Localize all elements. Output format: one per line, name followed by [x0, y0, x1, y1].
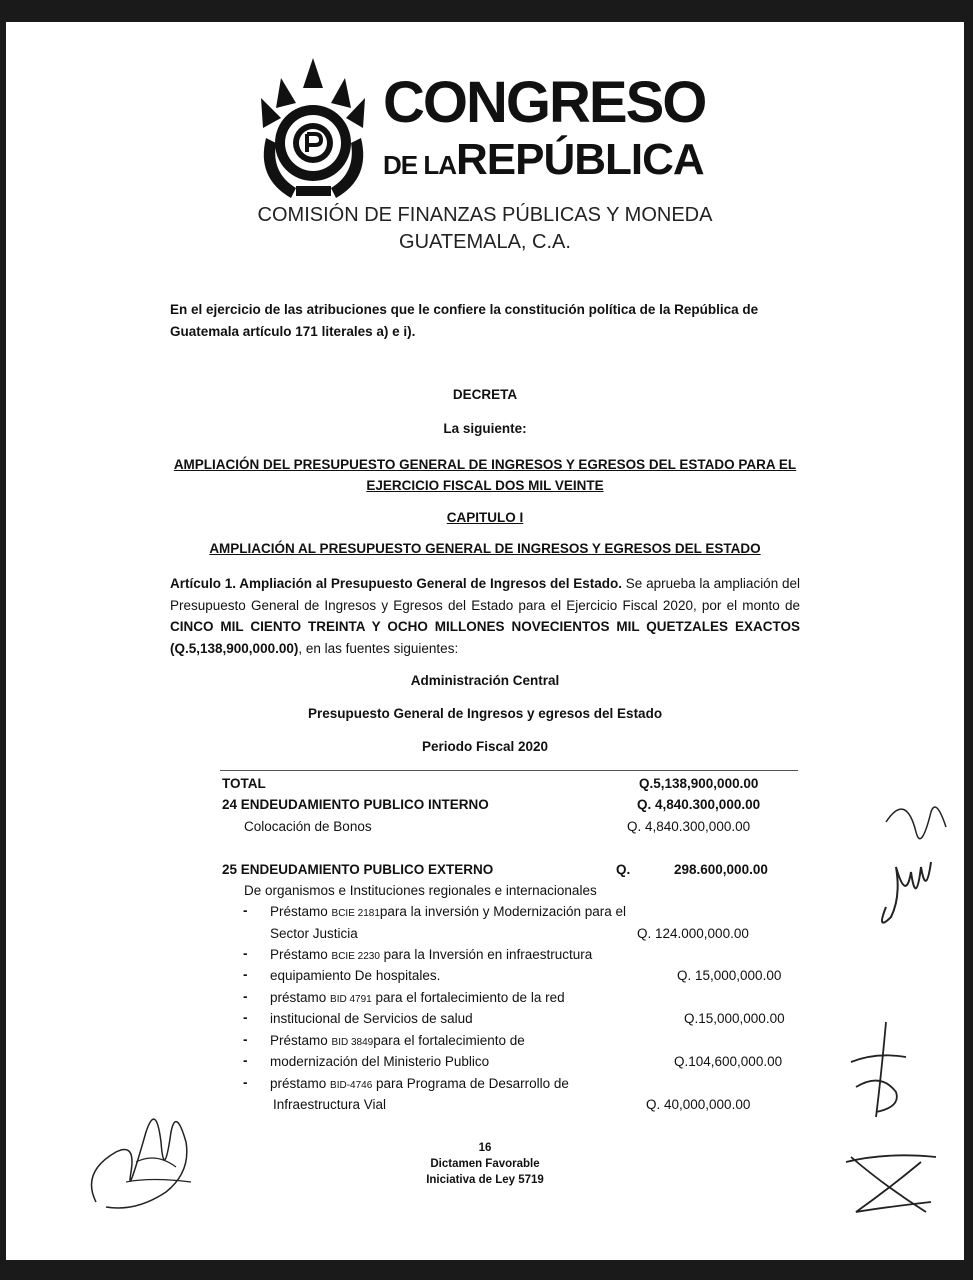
total-label: TOTAL — [222, 776, 266, 791]
footer-line1: Dictamen Favorable — [430, 1158, 540, 1170]
loan-2-amount: Q. 15,000,000.00 — [677, 968, 782, 983]
logo-line1: CONGRESO — [383, 70, 706, 135]
row-25-amount: 298.600,000.00 — [674, 862, 768, 877]
loan-1-pre: Préstamo — [270, 904, 332, 919]
subheading-budget: Presupuesto General de Ingresos y egresos del Estado — [307, 706, 663, 721]
loan-1-line2: Sector Justicia — [270, 926, 358, 941]
loan-4-amount: Q.104,600,000.00 — [674, 1054, 783, 1069]
signature-right-3-icon — [836, 1017, 916, 1127]
loan-3-line2: institucional de Servicios de salud — [270, 1011, 473, 1026]
bullet-dash: - — [243, 967, 248, 982]
subheading-admin: Administración Central — [410, 673, 560, 688]
footer-line2: Iniciativa de Ley 5719 — [426, 1174, 544, 1186]
decreta-heading: DECRETA — [452, 387, 518, 402]
decree-title-line1: AMPLIACIÓN DEL PRESUPUESTO GENERAL DE INGRESOS Y EGRESOS DEL ESTADO PARA EL — [173, 457, 797, 472]
loan-4-pre: Préstamo — [270, 1033, 332, 1048]
row-25-q: Q. — [616, 862, 631, 877]
logo-line2-big: REPÚBLICA — [456, 135, 704, 184]
loan-3-pre: préstamo — [270, 990, 331, 1005]
chapter-title: AMPLIACIÓN AL PRESUPUESTO GENERAL DE INGRESOS Y EGRESOS DEL ESTADO — [209, 541, 761, 556]
row-24-amount: Q. 4,840.300,000.00 — [637, 797, 761, 812]
bullet-dash: - — [243, 1010, 248, 1025]
bullet-dash: - — [243, 1053, 248, 1068]
loan-1-amount: Q. 124.000,000.00 — [637, 926, 749, 941]
loan-5-line2: Infraestructura Vial — [273, 1097, 387, 1112]
congress-seal-icon — [251, 48, 376, 213]
loan-3-code: BID 4791 — [330, 994, 372, 1005]
loan-3-line1 — [270, 988, 565, 1010]
siguiente-label: La siguiente: — [443, 421, 527, 436]
page-number: 16 — [478, 1142, 492, 1154]
loan-4-line1 — [270, 1031, 525, 1053]
loan-5-line1 — [270, 1074, 569, 1096]
signature-left-icon — [76, 1072, 216, 1222]
loan-4-code: BID 3849 — [331, 1037, 374, 1048]
logo-line2 — [383, 135, 704, 184]
document-page — [6, 22, 964, 1260]
row-24-label: 24 ENDEUDAMIENTO PUBLICO INTERNO — [222, 797, 489, 812]
signature-right-4-icon — [836, 1142, 946, 1222]
organisms-label: De organismos e Instituciones regionales e internacionales — [244, 883, 597, 898]
total-amount: Q.5,138,900,000.00 — [639, 776, 759, 791]
article-heading: Artículo 1. Ampliación al Presupuesto General de Ingresos del Estado. — [170, 576, 623, 591]
loan-5-code: BID-4746 — [330, 1080, 373, 1091]
article-amount-words: CINCO MIL CIENTO TREINTA Y OCHO MILLONES NOVECIENTOS MIL QUETZALES EXACTOS (Q.5,138,900,000.00) — [170, 619, 800, 656]
loan-3-post: para el fortalecimiento de la red — [371, 990, 565, 1005]
loan-2-line2: equipamiento De hospitales. — [270, 968, 441, 983]
article-text1: Se aprueba la ampliación del Presupuesto General de Ingresos y Egresos del Estado para el Ejercicio Fiscal 2020, por el monto de — [170, 576, 800, 613]
decree-title-line2: EJERCICIO FISCAL DOS MIL VEINTE — [366, 478, 604, 493]
chapter-heading: CAPITULO I — [446, 510, 524, 525]
loan-1-line1 — [270, 902, 626, 924]
loan-2-pre: Préstamo — [270, 947, 332, 962]
commission-name: COMISIÓN DE FINANZAS PÚBLICAS Y MONEDA — [257, 204, 713, 226]
decree-title — [6, 454, 964, 496]
logo-line2-small: DE LA — [383, 150, 456, 180]
bullet-dash: - — [243, 903, 248, 918]
loan-5-amount: Q. 40,000,000.00 — [646, 1097, 751, 1112]
commission-header — [6, 202, 964, 256]
loan-1-code: BCIE 2181 — [331, 908, 380, 919]
loan-4-line2: modernización del Ministerio Publico — [270, 1054, 490, 1069]
bullet-dash: - — [243, 946, 248, 961]
loan-5-pre: préstamo — [270, 1076, 331, 1091]
bullet-dash: - — [243, 1032, 248, 1047]
loan-1-post: para la inversión y Modernización para el — [379, 904, 627, 919]
loan-4-post: para el fortalecimiento de — [373, 1033, 525, 1048]
bonos-amount: Q. 4,840.300,000.00 — [627, 819, 751, 834]
loan-2-line1 — [270, 945, 592, 967]
bullet-dash: - — [243, 1075, 248, 1090]
bullet-dash: - — [243, 989, 248, 1004]
table-divider — [220, 770, 798, 771]
intro-paragraph: En el ejercicio de las atribuciones que le confiere la constitución política de la República de Guatemala artículo 171 literales a) e i). — [170, 302, 759, 339]
article-1-paragraph — [170, 573, 800, 659]
loan-2-code: BCIE 2230 — [331, 951, 380, 962]
signature-right-2-icon — [871, 847, 941, 937]
row-25-label: 25 ENDEUDAMIENTO PUBLICO EXTERNO — [222, 862, 494, 877]
country-name: GUATEMALA, C.A. — [399, 231, 571, 253]
loan-3-amount: Q.15,000,000.00 — [684, 1011, 785, 1026]
loan-5-post: para Programa de Desarrollo de — [372, 1076, 569, 1091]
subheading-period: Periodo Fiscal 2020 — [421, 739, 549, 754]
bonos-label: Colocación de Bonos — [244, 819, 372, 834]
article-text2: , en las fuentes siguientes: — [298, 640, 459, 656]
congreso-logo — [251, 48, 711, 213]
loan-2-post: para la Inversión en infraestructura — [379, 947, 593, 962]
